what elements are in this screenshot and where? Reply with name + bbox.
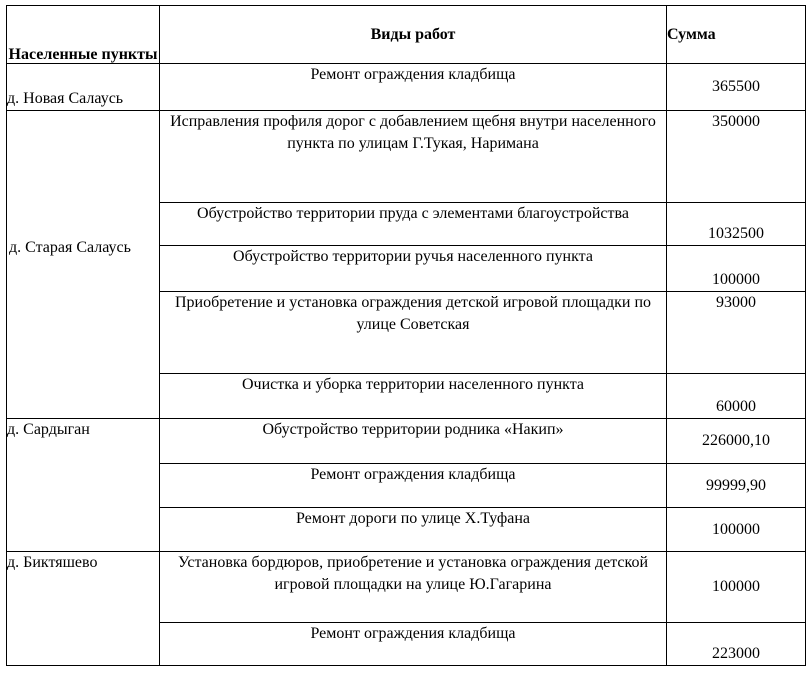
works-table xyxy=(6,5,806,666)
table-row xyxy=(7,111,806,203)
amount-cell: 60000 xyxy=(667,374,806,419)
amount-cell: 226000,10 xyxy=(667,419,806,464)
work-cell: Ремонт ограждения кладбища xyxy=(160,64,667,111)
amount-cell: 99999,90 xyxy=(667,464,806,508)
work-cell: Обустройство территории родника «Накип» xyxy=(160,419,667,464)
amount-cell: 100000 xyxy=(667,552,806,623)
settlement-cell: д. Новая Салаусь xyxy=(7,64,160,111)
work-cell: Ремонт ограждения кладбища xyxy=(160,623,667,666)
work-cell: Ремонт дороги по улице Х.Туфана xyxy=(160,508,667,552)
work-cell: Очистка и уборка территории населенного пункта xyxy=(160,374,667,419)
header-works: Виды работ xyxy=(160,6,667,64)
work-cell: Обустройство территории ручья населенного пункта xyxy=(160,246,667,292)
work-cell: Приобретение и установка ограждения детской игровой площадки по улице Советская xyxy=(160,292,667,374)
amount-cell: 223000 xyxy=(667,623,806,666)
table-row xyxy=(7,64,806,111)
work-cell: Установка бордюров, приобретение и установка ограждения детской игровой площадки на улице Ю.Гагарина xyxy=(160,552,667,623)
header-amount: Сумма xyxy=(667,6,806,64)
table-header-row xyxy=(7,6,806,64)
header-settlements: Населенные пункты xyxy=(7,6,160,64)
work-cell: Исправления профиля дорог с добавлением щебня внутри населенного пункта по улицам Г.Тукая, Наримана xyxy=(160,111,667,203)
work-cell: Обустройство территории пруда с элементами благоустройства xyxy=(160,203,667,246)
settlement-cell: д. Старая Салаусь xyxy=(7,111,160,419)
amount-cell: 350000 xyxy=(667,111,806,203)
amount-cell: 93000 xyxy=(667,292,806,374)
amount-cell: 365500 xyxy=(667,64,806,111)
amount-cell: 1032500 xyxy=(667,203,806,246)
table-row xyxy=(7,552,806,623)
table-row xyxy=(7,419,806,464)
work-cell: Ремонт ограждения кладбища xyxy=(160,464,667,508)
amount-cell: 100000 xyxy=(667,508,806,552)
amount-cell: 100000 xyxy=(667,246,806,292)
settlement-cell: д. Сардыган xyxy=(7,419,160,552)
settlement-cell: д. Биктяшево xyxy=(7,552,160,666)
